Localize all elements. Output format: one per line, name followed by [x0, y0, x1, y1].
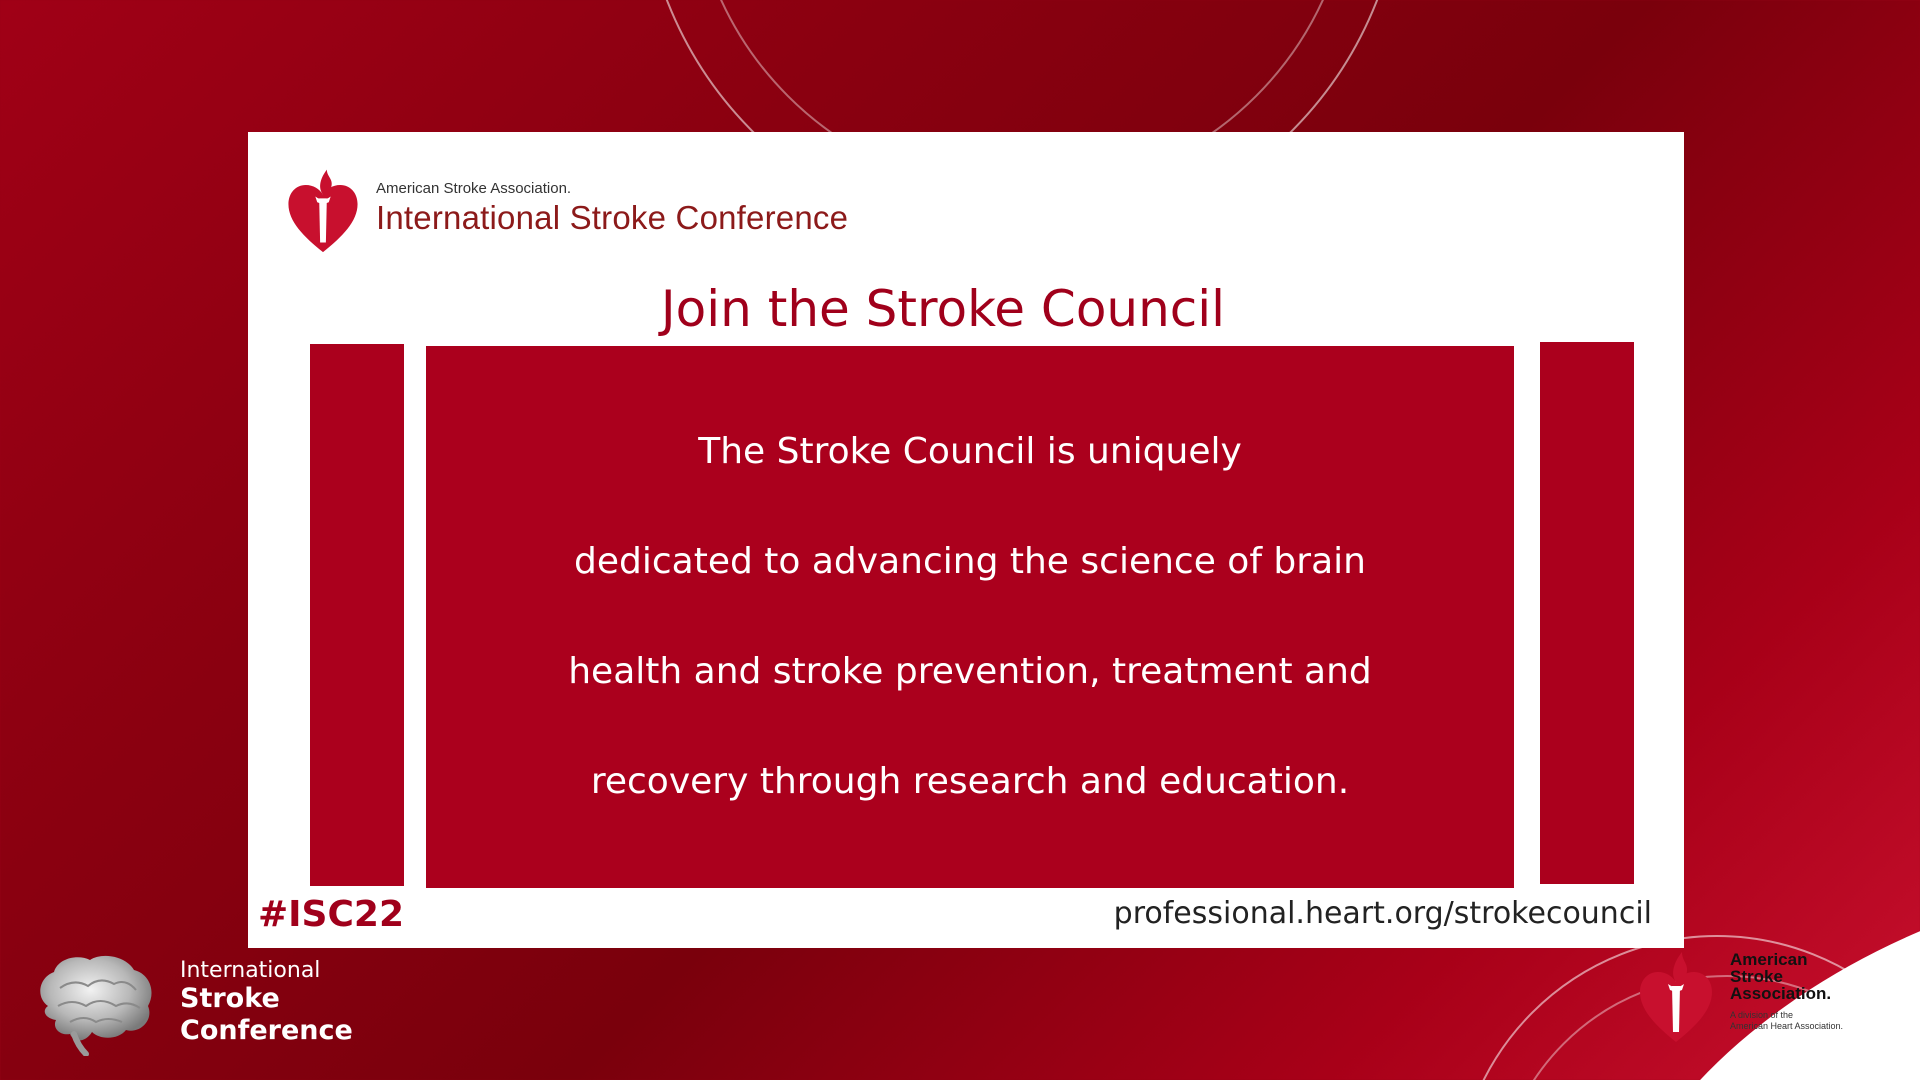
logo-title: International Stroke Conference	[376, 198, 849, 236]
asa-tagline	[1730, 1010, 1843, 1032]
asa-line-association: Association.	[1730, 983, 1832, 1003]
body-line: health and stroke prevention, treatment and	[568, 651, 1372, 692]
torch-heart-icon	[1636, 936, 1716, 1046]
isc-line-stroke: Stroke	[180, 982, 280, 1014]
presentation-slide	[248, 132, 1684, 948]
body-line: dedicated to advancing the science of brain	[574, 541, 1366, 582]
isc-line-international: International	[180, 957, 321, 983]
asa-brand-logo	[1636, 936, 1843, 1046]
body-line: recovery through research and education.	[590, 761, 1350, 802]
hashtag: #ISC22	[258, 894, 405, 935]
asa-tagline-line2: American Heart Association.	[1730, 1020, 1844, 1031]
brain-icon	[30, 948, 160, 1056]
slide-title: Join the Stroke Council	[660, 280, 1226, 338]
torch-heart-icon	[284, 160, 362, 256]
asa-tagline-line1: A division of the	[1730, 1009, 1794, 1020]
asa-line-stroke: Stroke	[1730, 966, 1783, 986]
logo-subtitle: American Stroke Association.	[376, 179, 572, 197]
isc-slide-logo	[284, 160, 848, 256]
decorative-bar-right	[1540, 342, 1634, 884]
isc-brand-logo	[30, 948, 353, 1056]
isc-line-conference: Conference	[180, 1014, 353, 1046]
decorative-bar-left	[310, 344, 404, 886]
content-box	[426, 346, 1514, 888]
asa-line-american: American	[1730, 949, 1808, 969]
body-line: The Stroke Council is uniquely	[698, 431, 1242, 472]
url-link[interactable]: professional.heart.org/strokecouncil	[1113, 896, 1652, 931]
